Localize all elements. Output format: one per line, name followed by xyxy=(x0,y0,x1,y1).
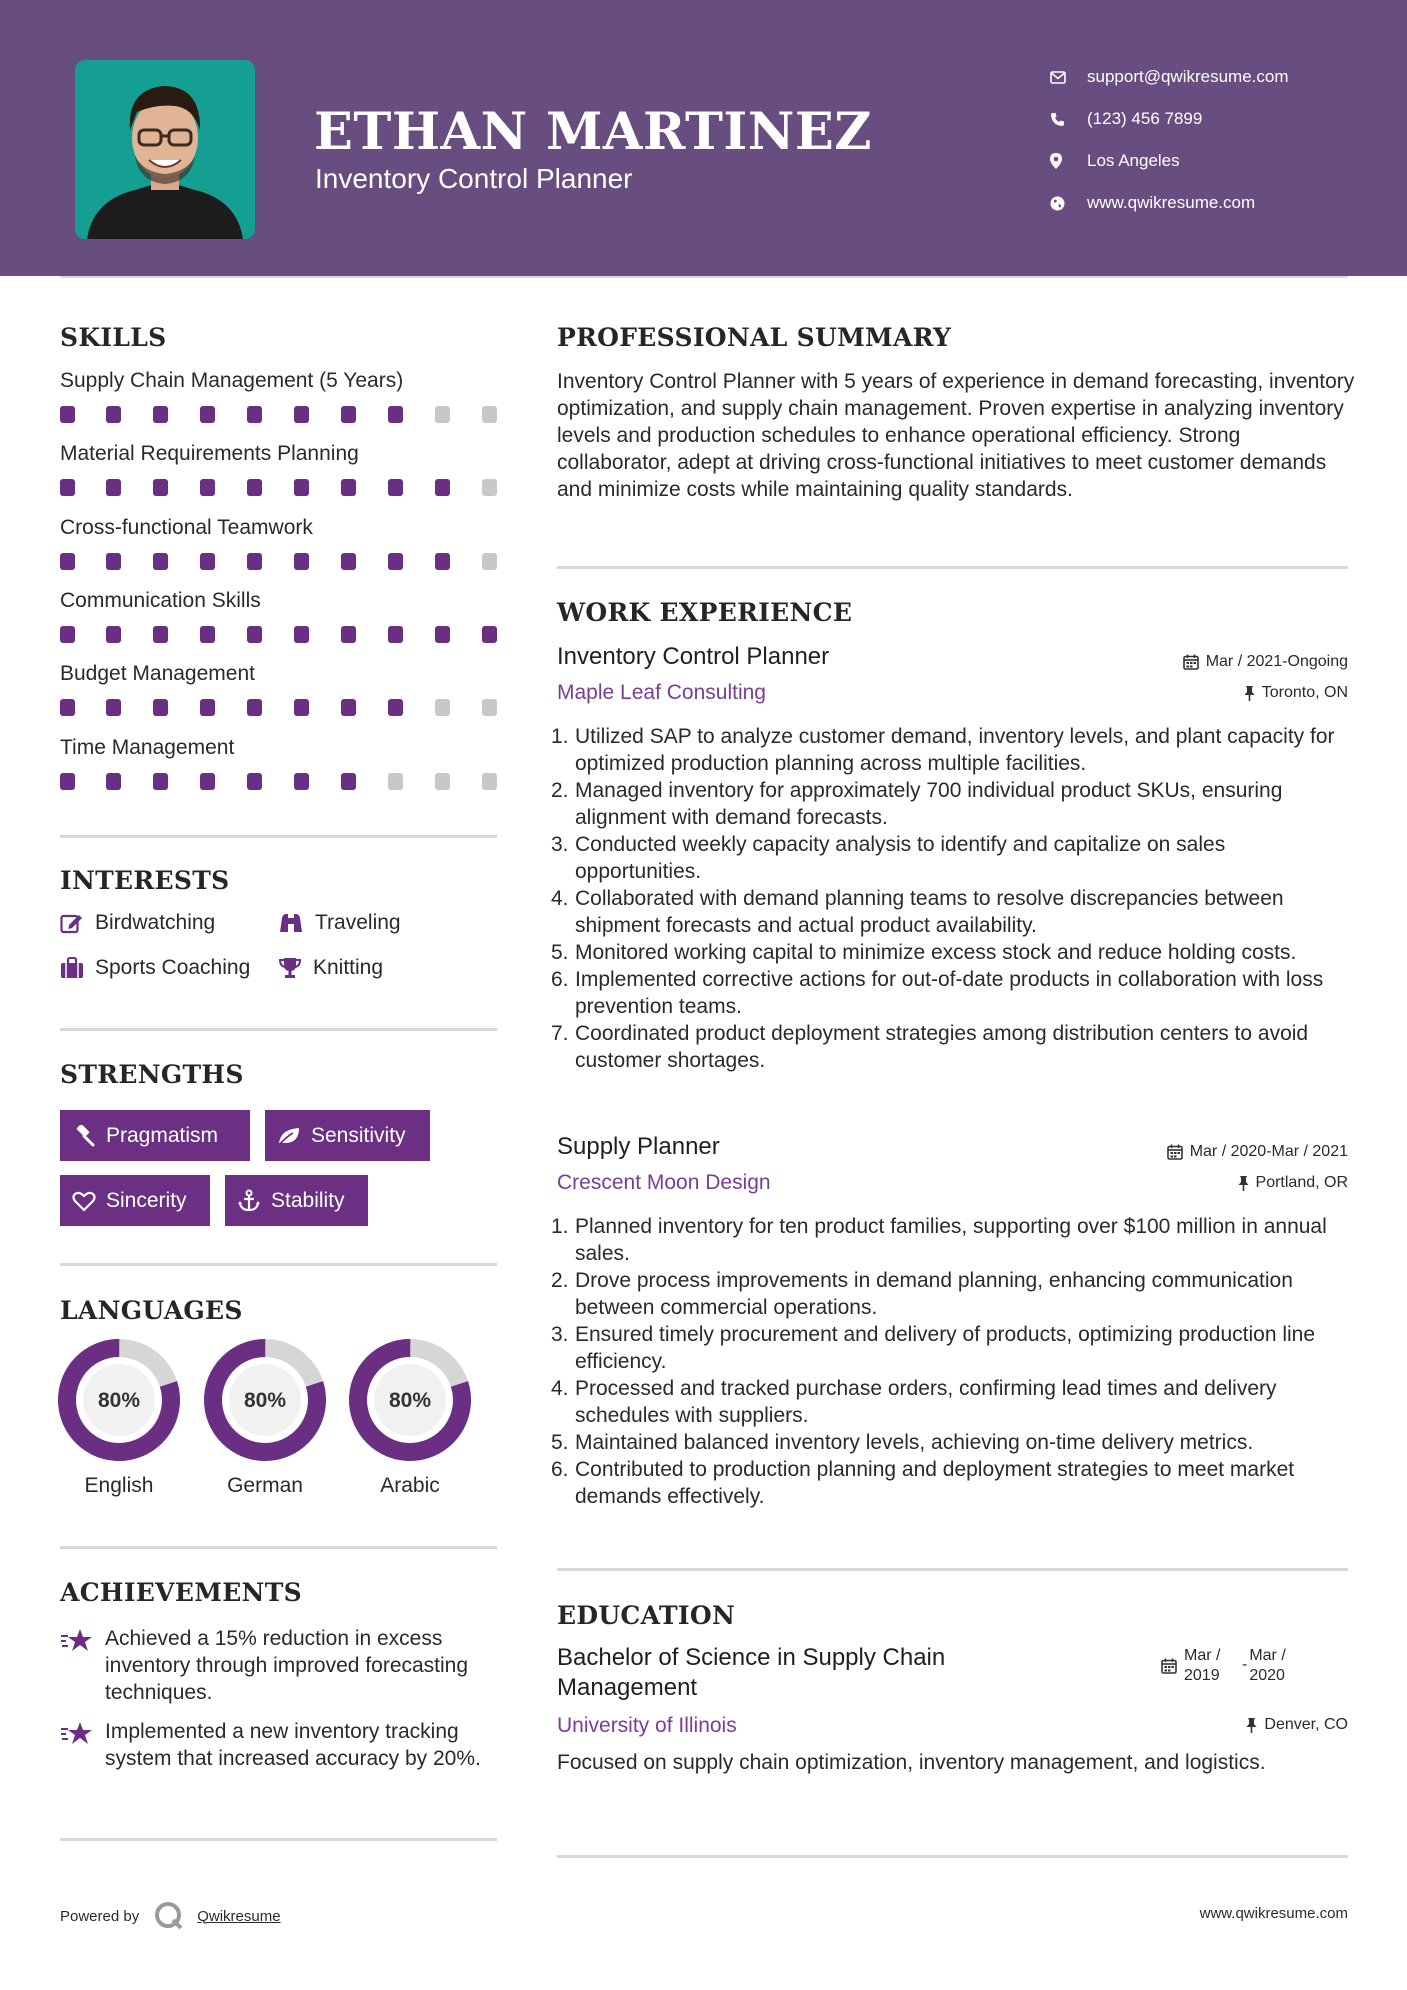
skill-rating-dot xyxy=(294,553,309,570)
skill-rating-dot xyxy=(60,406,75,423)
pushpin-icon xyxy=(1238,1175,1249,1191)
education-description: Focused on supply chain optimization, inventory management, and logistics. xyxy=(557,1751,1266,1774)
strength-badge-stability xyxy=(225,1175,368,1226)
skill-rating-dot xyxy=(60,773,75,790)
bullet-item: 6. Implemented corrective actions for out-of-date products in collaboration with loss prevention teams. xyxy=(551,968,1324,1018)
skill-rating-dot xyxy=(388,699,403,716)
bullet-item: 1. Utilized SAP to analyze customer demand, inventory levels, and plant capacity for optimized production planning across multiple facilities. xyxy=(551,725,1335,775)
calendar-icon xyxy=(1167,1144,1183,1160)
skill-rating-dot xyxy=(482,773,497,790)
contact-location-text: Los Angeles xyxy=(1087,151,1180,170)
skill-rating-dot xyxy=(153,479,168,496)
footer-url[interactable]: www.qwikresume.com xyxy=(1199,1905,1348,1922)
bullet-item: 1. Planned inventory for ten product families, supporting over $100 million in annual sales. xyxy=(551,1215,1327,1265)
company-name: Crescent Moon Design xyxy=(557,1171,771,1194)
language-name: Arabic xyxy=(380,1474,440,1497)
candidate-title: Inventory Control Planner xyxy=(315,163,633,194)
skill-name: Supply Chain Management (5 Years) xyxy=(60,369,404,392)
skill-rating-dot xyxy=(482,406,497,423)
achievement-item xyxy=(60,1718,497,1798)
powered-by-text: Powered by xyxy=(60,1907,140,1925)
degree-title: Bachelor of Science in Supply Chain Management xyxy=(557,1644,946,1701)
profile-photo xyxy=(75,60,255,239)
languages-heading: LANGUAGES xyxy=(60,1296,243,1325)
skill-rating-dot xyxy=(435,773,450,790)
strength-badge-sincerity xyxy=(60,1175,210,1226)
contact-website-text: www.qwikresume.com xyxy=(1087,193,1256,212)
qwikresume-logo-icon xyxy=(153,1900,185,1932)
skill-rating-dot xyxy=(200,626,215,643)
briefcase-icon xyxy=(60,957,84,979)
language-name: German xyxy=(227,1474,303,1497)
interest-label: Birdwatching xyxy=(95,911,216,934)
skill-rating-dot xyxy=(200,773,215,790)
bullet-item: 7. Coordinated product deployment strategies among distribution centers to avoid customer shortages. xyxy=(551,1022,1309,1072)
header-divider xyxy=(60,276,1348,278)
interest-label: Traveling xyxy=(315,911,401,934)
contact-location xyxy=(1050,140,1289,182)
bullet-item: 3. Conducted weekly capacity analysis to identify and capitalize on sales opportunities. xyxy=(551,833,1226,883)
job-dates-text: Mar / 2021-Ongoing xyxy=(1205,653,1348,670)
skill-rating-dot xyxy=(106,553,121,570)
job-title: Inventory Control Planner xyxy=(557,643,830,670)
bullet-item: 2. Drove process improvements in demand planning, enhancing communication between commercial operations. xyxy=(551,1269,1293,1319)
footer-powered-by xyxy=(60,1900,281,1932)
achievement-text: Implemented a new inventory tracking system that increased accuracy by 20%. xyxy=(105,1720,481,1770)
contact-list xyxy=(1050,56,1289,224)
language-percent: 80% xyxy=(388,1389,432,1412)
job-location-text: Portland, OR xyxy=(1255,1174,1348,1191)
job-location xyxy=(1238,1174,1348,1192)
leaf-icon xyxy=(277,1125,301,1147)
map-pin-icon xyxy=(1050,153,1087,169)
bullet-item: 2. Managed inventory for approximately 700 individual product SKUs, ensuring alignment with demand forecasts. xyxy=(551,779,1283,829)
section-divider xyxy=(557,566,1348,569)
skill-rating-dot xyxy=(200,479,215,496)
resume-header xyxy=(0,0,1407,276)
section-divider xyxy=(60,1546,497,1549)
achievement-item xyxy=(60,1625,497,1705)
skill-rating-dot xyxy=(294,626,309,643)
achievements-heading: ACHIEVEMENTS xyxy=(60,1578,302,1607)
skill-rating-dot xyxy=(388,626,403,643)
skill-rating-dot xyxy=(106,479,121,496)
skill-name: Time Management xyxy=(60,735,235,759)
section-divider xyxy=(557,1855,1348,1858)
skill-rating-dot xyxy=(294,406,309,423)
job-dates-text: Mar / 2020-Mar / 2021 xyxy=(1189,1143,1348,1160)
anchor-icon xyxy=(237,1189,261,1213)
skill-rating-dot xyxy=(482,699,497,716)
education-end: Mar / 2020 xyxy=(1249,1647,1286,1684)
contact-phone[interactable] xyxy=(1050,98,1289,140)
school-name: University of Illinois xyxy=(557,1714,737,1737)
language-ring xyxy=(348,1338,468,1467)
strength-label: Pragmatism xyxy=(106,1123,219,1147)
job-bullets xyxy=(551,1213,1351,1510)
skill-rating-dot xyxy=(435,479,450,496)
trophy-icon xyxy=(278,957,302,979)
calendar-icon xyxy=(1183,654,1199,670)
skill-rating-dot xyxy=(294,773,309,790)
strength-label: Sensitivity xyxy=(311,1123,406,1147)
contact-email[interactable] xyxy=(1050,56,1289,98)
language-percent: 80% xyxy=(243,1389,287,1412)
interest-item-birdwatching xyxy=(60,911,215,935)
binoculars-icon xyxy=(278,912,304,934)
summary-text: Inventory Control Planner with 5 years of experience in demand forecasting, inventory optimization, and supply chain management. Proven expertise in analyzing inventory levels and production schedules to enhance operational efficiency. Strong collaborator, adept at driving cross-functional initiatives to meet customer demands and minimize costs while maintaining quality standards. xyxy=(557,370,1355,501)
skill-rating-dot xyxy=(482,626,497,643)
skill-rating-dot xyxy=(200,699,215,716)
interest-item-sports-coaching xyxy=(60,956,250,980)
interest-item-knitting xyxy=(278,956,383,980)
heart-icon xyxy=(72,1190,96,1212)
skills-heading: SKILLS xyxy=(60,323,167,352)
skill-rating-dot xyxy=(106,699,121,716)
skill-rating-dot xyxy=(153,699,168,716)
pushpin-icon xyxy=(1246,1717,1257,1733)
star-icon xyxy=(60,1720,94,1753)
strength-label: Sincerity xyxy=(106,1188,187,1212)
experience-heading: WORK EXPERIENCE xyxy=(557,598,853,627)
contact-website[interactable] xyxy=(1050,182,1289,224)
skill-rating-dot xyxy=(388,553,403,570)
job-title: Supply Planner xyxy=(557,1133,720,1160)
contact-email-text: support@qwikresume.com xyxy=(1087,67,1289,86)
bullet-item: 5. Monitored working capital to minimize excess stock and reduce holding costs. xyxy=(551,941,1297,964)
skill-name: Material Requirements Planning xyxy=(60,442,359,466)
skill-rating-dot xyxy=(294,699,309,716)
skill-rating-dot xyxy=(247,553,262,570)
gavel-icon xyxy=(72,1125,96,1147)
skill-rating-dot xyxy=(388,479,403,496)
pushpin-icon xyxy=(1244,685,1255,701)
skill-rating-dot xyxy=(106,626,121,643)
language-percent: 80% xyxy=(97,1389,141,1412)
job-dates xyxy=(1183,653,1348,671)
language-name: English xyxy=(84,1474,154,1497)
skill-rating-dot xyxy=(388,406,403,423)
bullet-item: 4. Collaborated with demand planning teams to resolve discrepancies between shipment forecasts and actual product availability. xyxy=(551,887,1284,937)
skill-rating-dot xyxy=(341,479,356,496)
language-ring xyxy=(57,1338,177,1467)
interests-heading: INTERESTS xyxy=(60,866,230,895)
job-location xyxy=(1244,684,1348,702)
skill-rating-dot xyxy=(60,553,75,570)
strength-badge-pragmatism xyxy=(60,1110,250,1161)
bullet-item: 5. Maintained balanced inventory levels, achieving on-time delivery metrics. xyxy=(551,1431,1254,1454)
skill-rating-dot xyxy=(200,406,215,423)
achievement-text: Achieved a 15% reduction in excess inventory through improved forecasting techniques. xyxy=(105,1627,469,1704)
section-divider xyxy=(60,1028,497,1031)
section-divider xyxy=(60,1838,497,1841)
strength-label: Stability xyxy=(271,1188,345,1212)
education-heading: EDUCATION xyxy=(557,1601,736,1630)
skill-rating-dot xyxy=(341,773,356,790)
education-location xyxy=(1246,1716,1348,1734)
section-divider xyxy=(60,1263,497,1266)
skill-name: Communication Skills xyxy=(60,588,261,612)
skill-rating-dot xyxy=(106,773,121,790)
qwikresume-link[interactable]: Qwikresume xyxy=(197,1907,281,1925)
skill-rating-dot xyxy=(341,553,356,570)
skill-rating-dot xyxy=(153,626,168,643)
skill-rating-dot xyxy=(153,406,168,423)
skill-name: Cross-functional Teamwork xyxy=(60,515,313,539)
interest-label: Knitting xyxy=(313,956,384,979)
skill-rating-dot xyxy=(247,699,262,716)
skill-rating-dot xyxy=(153,553,168,570)
interest-label: Sports Coaching xyxy=(95,956,251,979)
skill-rating-dot xyxy=(247,626,262,643)
skill-rating-dot xyxy=(341,626,356,643)
pencil-square-icon xyxy=(60,912,84,934)
envelope-icon xyxy=(1050,71,1087,84)
skill-rating-dot xyxy=(247,479,262,496)
job-location-text: Toronto, ON xyxy=(1261,684,1348,701)
skill-name: Budget Management xyxy=(60,662,255,686)
summary-heading: PROFESSIONAL SUMMARY xyxy=(557,323,952,352)
contact-phone-text: (123) 456 7899 xyxy=(1087,109,1203,128)
skill-rating-dot xyxy=(435,626,450,643)
skill-rating-dot xyxy=(482,553,497,570)
skill-rating-dot xyxy=(200,553,215,570)
job-bullets xyxy=(551,723,1351,1074)
skill-rating-dot xyxy=(388,773,403,790)
candidate-name: ETHAN MARTINEZ xyxy=(314,102,872,162)
strengths-heading: STRENGTHS xyxy=(60,1060,244,1089)
skill-rating-dot xyxy=(60,626,75,643)
skill-rating-dot xyxy=(435,553,450,570)
skill-rating-dot xyxy=(247,406,262,423)
education-start: Mar / 2019 xyxy=(1184,1647,1221,1684)
skill-rating-dot xyxy=(482,479,497,496)
skill-rating-dot xyxy=(247,773,262,790)
skill-rating-dot xyxy=(106,406,121,423)
skill-rating-dot xyxy=(435,406,450,423)
company-name: Maple Leaf Consulting xyxy=(557,681,766,704)
calendar-icon xyxy=(1161,1658,1177,1674)
skill-rating-dot xyxy=(435,699,450,716)
section-divider xyxy=(60,835,497,838)
education-location-text: Denver, CO xyxy=(1264,1716,1348,1733)
education-dates: Mar / 2019 - Mar / 2020 xyxy=(1161,1646,1295,1686)
bullet-item: 3. Ensured timely procurement and delivery of products, optimizing production line efficiency. xyxy=(551,1323,1316,1373)
bullet-item: 4. Processed and tracked purchase orders, confirming lead times and delivery schedules with suppliers. xyxy=(551,1377,1277,1427)
strength-badge-sensitivity xyxy=(265,1110,430,1161)
job-dates xyxy=(1167,1143,1348,1161)
bullet-item: 6. Contributed to production planning and deployment strategies to meet market demands effectively. xyxy=(551,1458,1295,1508)
interest-item-traveling xyxy=(278,911,401,935)
star-icon xyxy=(60,1627,94,1660)
skill-rating-dot xyxy=(60,479,75,496)
skill-rating-dot xyxy=(341,699,356,716)
skill-rating-dot xyxy=(294,479,309,496)
skill-rating-dot xyxy=(153,773,168,790)
skill-rating-dot xyxy=(341,406,356,423)
skill-rating-dot xyxy=(60,699,75,716)
language-ring xyxy=(203,1338,323,1467)
phone-icon xyxy=(1050,112,1087,127)
section-divider xyxy=(557,1568,1348,1571)
globe-icon xyxy=(1050,196,1087,211)
